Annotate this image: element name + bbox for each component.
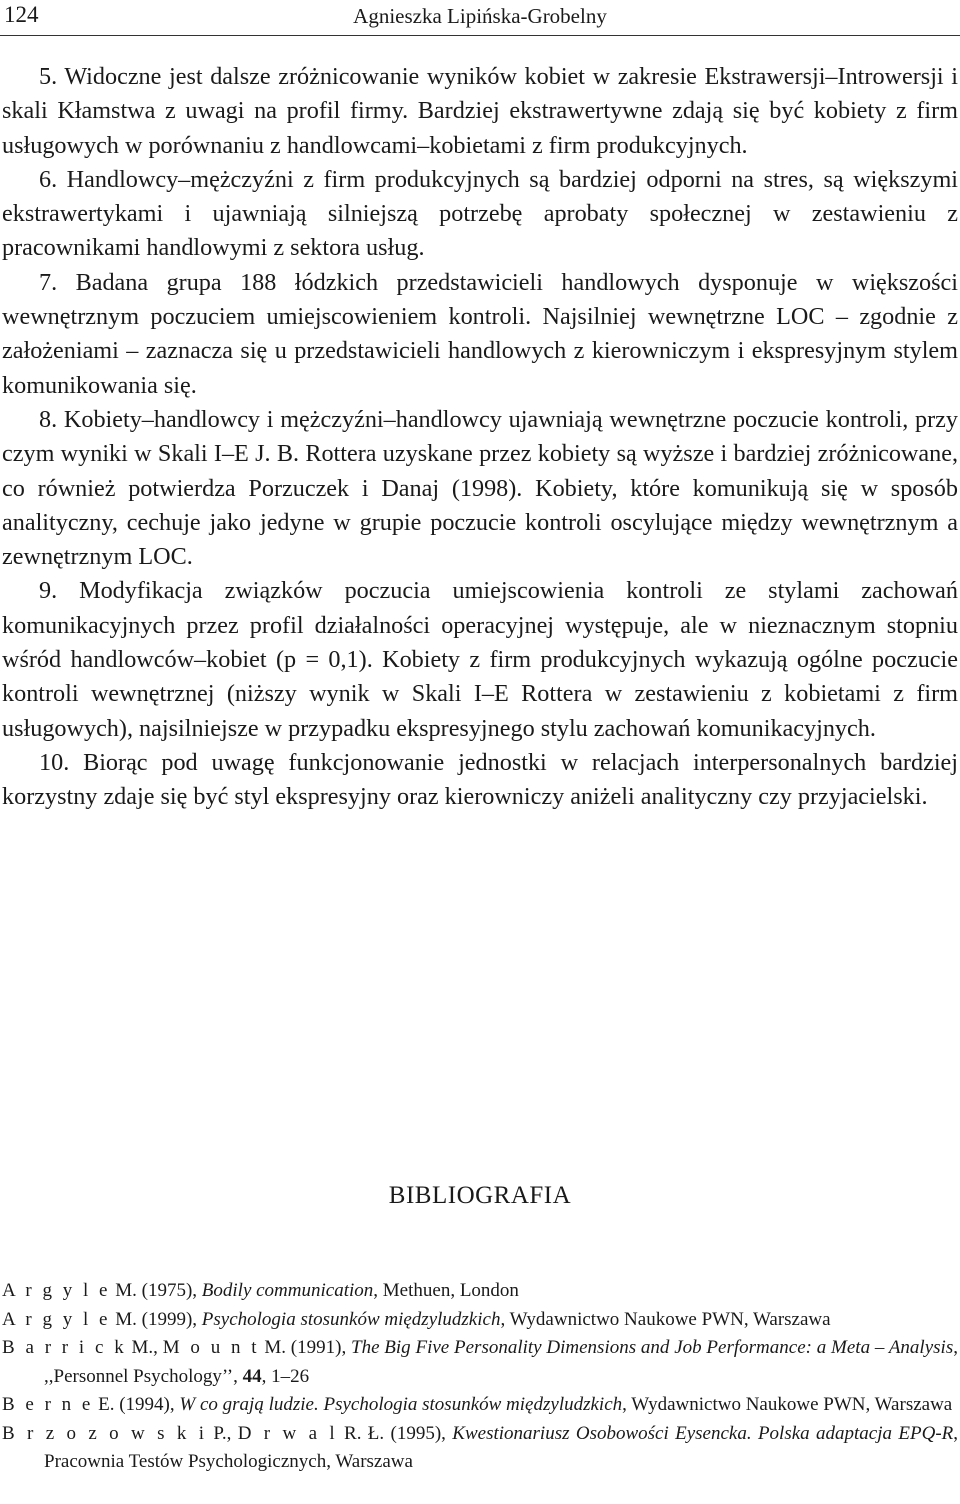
entry-initials: P., <box>207 1422 238 1444</box>
conclusion-paragraph-7: 7. Badana grupa 188 łódzkich przedstawicieli handlowych dysponuje w większości wewnętrznym poczuciem umiejscowieniem kontroli. Najsilniej wewnętrzne LOC – zgodnie z założeniami – zaznacza się u przedstawicieli handlowych z kierowniczym i ekspresyjnym stylem komunikowania się. <box>2 268 958 399</box>
page-number: 124 <box>4 2 39 27</box>
bibliography-entry <box>2 1420 958 1477</box>
conclusion-paragraph-8: 8. Kobiety–handlowcy i mężczyźni–handlowcy ujawniają wewnętrzne poczucie kontroli, przy czym wyniki w Skali I–E J. B. Rottera uzyskane przez kobiety są wyższe i bardziej zróżnicowane, co również potwierdza Porzuczek i Danaj (1998). Kobiety, które komunikują się w sposób analityczny, cechuje jako jedyne w grupie poczucie kontroli oscylujące między wewnętrznym a zewnętrznym LOC. <box>2 405 958 571</box>
entry-volume: 44 <box>242 1365 262 1387</box>
entry-initials: E. (1994), <box>93 1394 180 1415</box>
running-title: Agnieszka Lipińska-Grobelny <box>353 4 607 28</box>
entry-publisher: , Methuen, London <box>373 1280 519 1301</box>
conclusions-section <box>2 60 958 815</box>
conclusion-paragraph-9: 9. Modyfikacja związków poczucia umiejscowienia kontroli ze stylami zachowań komunikacyjnych przez profil działalności operacyjnej występuje, ale w nieznacznym stopniu wśród handlowców–kobiet (p = 0,1). Kobiety z firm produkcyjnych wykazują ogólne poczucie kontroli wewnętrznej (niższy wynik w Skali I–E Rottera w zestawieniu z kobietami z firm usługowych), najsilniejsze w przypadku ekspresyjnego stylu zachowań komunikacyjnych. <box>2 577 958 742</box>
bibliography-entry <box>2 1306 958 1335</box>
entry-publisher: , Wydawnictwo Naukowe PWN, Warszawa <box>622 1394 953 1415</box>
bibliography-entry <box>2 1391 958 1420</box>
entry-initials: M., <box>126 1337 163 1358</box>
conclusion-paragraph-10: 10. Biorąc pod uwagę funkcjonowanie jednostki w relacjach interpersonalnych bardziej korzystny zdaje się być styl ekspresyjny oraz kierowniczy aniżeli analityczny czy przyjacielski. <box>2 748 958 811</box>
entry-author: A r g y l e <box>2 1308 111 1330</box>
conclusion-paragraph-6: 6. Handlowcy–mężczyźni z firm produkcyjnych są bardziej odporni na stres, są większymi ekstrawertykami i ujawniają silniejszą potrzebę aprobaty społecznej w zestawieniu z pracownikami handlowymi z sektora usług. <box>2 165 958 262</box>
entry-author-2: M o u n t <box>162 1337 260 1358</box>
entry-title: Psychologia stosunków międzyludzkich <box>201 1308 501 1330</box>
entry-initials-2: M. (1991), <box>259 1337 351 1358</box>
page-header <box>0 0 960 34</box>
conclusion-paragraph-5: 5. Widoczne jest dalsze zróżnicowanie wyników kobiet w zakresie Ekstrawersji–Introwersji i skali Kłamstwa z uwagi na profil firmy. Bardziej ekstrawertywne zdają się być kobiety z firm usługowych w porównaniu z handlowcami–kobietami z firm produkcyjnych. <box>2 63 958 159</box>
entry-author: B r z o z o w s k i <box>2 1422 208 1444</box>
entry-initials: M. (1999), <box>110 1308 202 1330</box>
entry-journal: , ,,Personnel Psychology’’, <box>44 1337 958 1387</box>
entry-author: B e r n e <box>2 1394 94 1415</box>
entry-title: W co grają ludzie. Psychologia stosunków międzyludzkich <box>179 1394 623 1415</box>
entry-author: A r g y l e <box>2 1280 111 1301</box>
entry-initials-2: R. Ł. (1995), <box>337 1422 453 1444</box>
entry-title: Bodily communication <box>201 1280 374 1301</box>
entry-title: Kwestionariusz Osobowości Eysencka. Polska adaptacja EPQ-R <box>452 1422 954 1444</box>
bibliography-heading: BIBLIOGRAFIA <box>388 1182 572 1209</box>
entry-title: The Big Five Personality Dimensions and Job Performance: a Meta – Analysis <box>351 1337 954 1358</box>
bibliography-entry <box>2 1334 958 1391</box>
header-rule <box>0 35 960 36</box>
entry-author-2: D r w a l <box>237 1422 338 1444</box>
bibliography-list <box>2 1277 958 1477</box>
entry-publisher: , Pracownia Testów Psychologicznych, Warszawa <box>44 1422 958 1472</box>
entry-author: B a r r i c k <box>2 1337 127 1358</box>
entry-pages: , 1–26 <box>261 1365 310 1387</box>
entry-publisher: , Wydawnictwo Naukowe PWN, Warszawa <box>500 1308 831 1330</box>
bibliography-entry <box>2 1277 958 1306</box>
entry-initials: M. (1975), <box>110 1280 202 1301</box>
